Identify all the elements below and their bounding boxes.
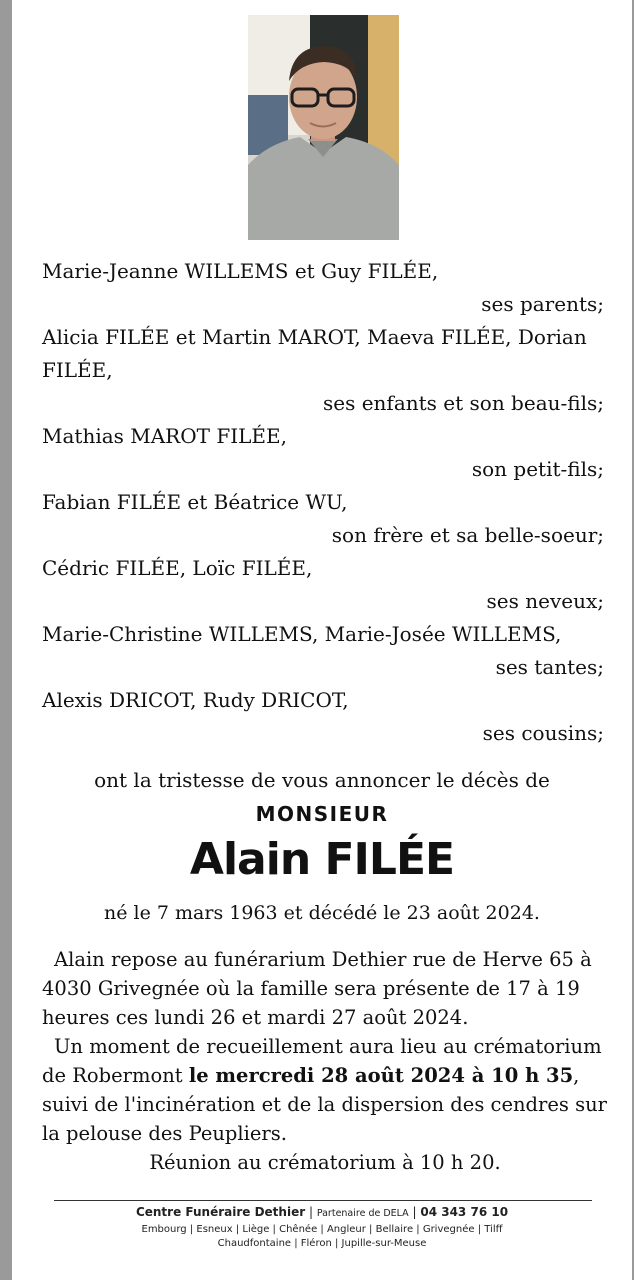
- footer-divider: [54, 1200, 592, 1201]
- family-list: [42, 255, 604, 750]
- deceased-name: Alain FILÉE: [189, 834, 455, 885]
- funerarium-paragraph: Alain repose au funérarium Dethier rue de Herve 65 à 4030 Grivegnée où la famille sera présente de 17 à 19 heures ces lundi 26 et mardi 27 août 2024.: [42, 948, 592, 1029]
- family-names: Alexis DRICOT, Rudy DRICOT,: [42, 688, 349, 712]
- footer: [12, 1203, 632, 1251]
- ceremony-paragraph: [42, 1032, 608, 1148]
- family-names: Fabian FILÉE et Béatrice WU,: [42, 490, 348, 514]
- footer-line-main: [12, 1203, 632, 1223]
- relation-label: ses neveux;: [486, 589, 604, 613]
- obituary-page: [12, 0, 632, 1280]
- footer-company: Centre Funéraire Dethier: [135, 1205, 306, 1219]
- title-monsieur: MONSIEUR: [255, 802, 389, 826]
- ceremony-text-start: Un moment de recueillement aura lieu au crématorium de Robermont: [42, 1035, 602, 1087]
- footer-separator: |: [305, 1205, 317, 1219]
- birth-death-dates: né le 7 mars 1963 et décédé le 23 août 2024.: [104, 902, 540, 924]
- reunion-paragraph: Réunion au crématorium à 10 h 20.: [149, 1151, 501, 1174]
- portrait-image: [248, 15, 399, 240]
- family-names: Mathias MAROT FILÉE,: [42, 424, 287, 448]
- footer-separator: |: [408, 1205, 421, 1219]
- relation-label: ses cousins;: [482, 721, 604, 745]
- footer-phone: 04 343 76 10: [420, 1205, 509, 1219]
- ceremony-date-time: le mercredi 28 août 2024 à 10 h 35: [188, 1064, 574, 1087]
- family-names: Marie-Jeanne WILLEMS et Guy FILÉE,: [42, 259, 439, 283]
- ceremony-details: [42, 945, 608, 1177]
- footer-locations-2: Chaudfontaine | Fléron | Jupille-sur-Meuse: [217, 1238, 427, 1249]
- relation-label: ses parents;: [481, 292, 604, 316]
- relation-label: son frère et sa belle-soeur;: [331, 523, 604, 547]
- announcement-text: ont la tristesse de vous annoncer le décès de: [94, 768, 550, 792]
- relation-label: ses enfants et son beau-fils;: [322, 391, 604, 415]
- footer-partner: Partenaire de DELA: [316, 1208, 409, 1219]
- footer-locations-1: Embourg | Esneux | Liège | Chênée | Angleur | Bellaire | Grivegnée | Tilff: [141, 1224, 503, 1235]
- ceremony-text-end: , suivi de l'incinération et de la dispersion des cendres sur la pelouse des Peupliers.: [42, 1064, 607, 1145]
- family-names: Cédric FILÉE, Loïc FILÉE,: [42, 556, 313, 580]
- family-names: Marie-Christine WILLEMS, Marie-Josée WILLEMS,: [42, 622, 562, 646]
- relation-label: son petit-fils;: [471, 457, 604, 481]
- family-names: Alicia FILÉE et Martin MAROT, Maeva FILÉE, Dorian FILÉE,: [42, 325, 587, 382]
- relation-label: ses tantes;: [495, 655, 604, 679]
- portrait-photo: [248, 15, 399, 240]
